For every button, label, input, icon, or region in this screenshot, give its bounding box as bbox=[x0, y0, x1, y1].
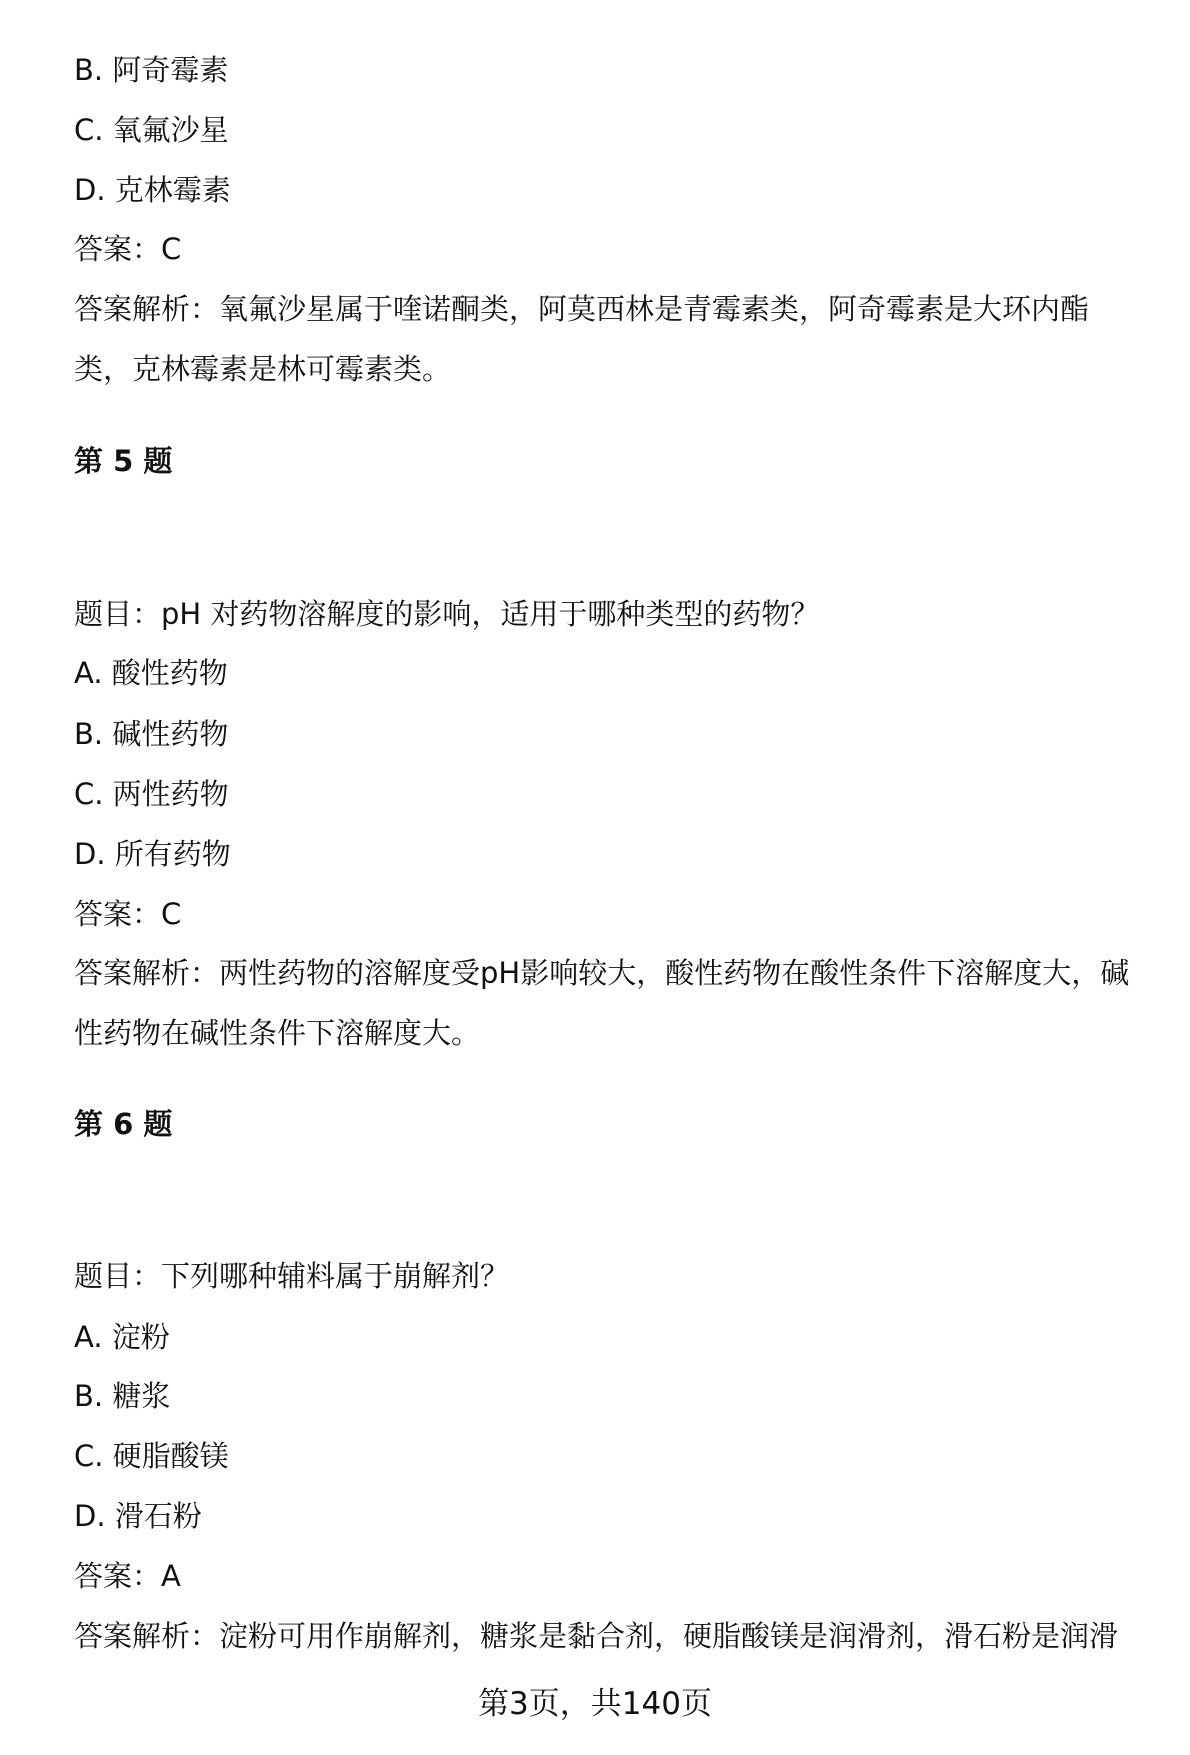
q6-answer: 答案：A bbox=[74, 1559, 181, 1593]
q6-option-a: A. 淀粉 bbox=[74, 1320, 170, 1354]
q4-option-b: B. 阿奇霉素 bbox=[74, 53, 229, 87]
q4-explanation-line1: 答案解析：氧氟沙星属于喹诺酮类，阿莫西林是青霉素类，阿奇霉素是大环内酯 bbox=[74, 292, 1090, 326]
page-number: 第3页，共140页 bbox=[478, 1686, 712, 1722]
q5-option-d: D. 所有药物 bbox=[74, 837, 231, 871]
q5-option-b: B. 碱性药物 bbox=[74, 717, 229, 751]
q6-explanation-line1: 答案解析：淀粉可用作崩解剂，糖浆是黏合剂，硬脂酸镁是润滑剂，滑石粉是润滑 bbox=[74, 1619, 1119, 1653]
q6-heading: 第 6 题 bbox=[74, 1107, 173, 1141]
q5-heading: 第 5 题 bbox=[74, 444, 173, 478]
q4-explanation-line2: 类，克林霉素是林可霉素类。 bbox=[74, 352, 452, 386]
q6-question: 题目：下列哪种辅料属于崩解剂？ bbox=[74, 1259, 510, 1293]
q5-option-a: A. 酸性药物 bbox=[74, 656, 228, 690]
q6-option-c: C. 硬脂酸镁 bbox=[74, 1439, 229, 1473]
q5-option-c: C. 两性药物 bbox=[74, 777, 229, 811]
q5-explanation-line2: 性药物在碱性条件下溶解度大。 bbox=[74, 1016, 481, 1050]
q5-explanation-line1: 答案解析：两性药物的溶解度受pH影响较大，酸性药物在酸性条件下溶解度大，碱 bbox=[74, 956, 1130, 990]
q5-answer: 答案：C bbox=[74, 897, 182, 931]
q4-answer: 答案：C bbox=[74, 232, 182, 266]
q6-option-d: D. 滑石粉 bbox=[74, 1499, 202, 1533]
q5-question: 题目：pH 对药物溶解度的影响，适用于哪种类型的药物？ bbox=[74, 597, 820, 631]
q4-option-d: D. 克林霉素 bbox=[74, 173, 231, 207]
q6-option-b: B. 糖浆 bbox=[74, 1379, 171, 1413]
q4-option-c: C. 氧氟沙星 bbox=[74, 113, 229, 147]
